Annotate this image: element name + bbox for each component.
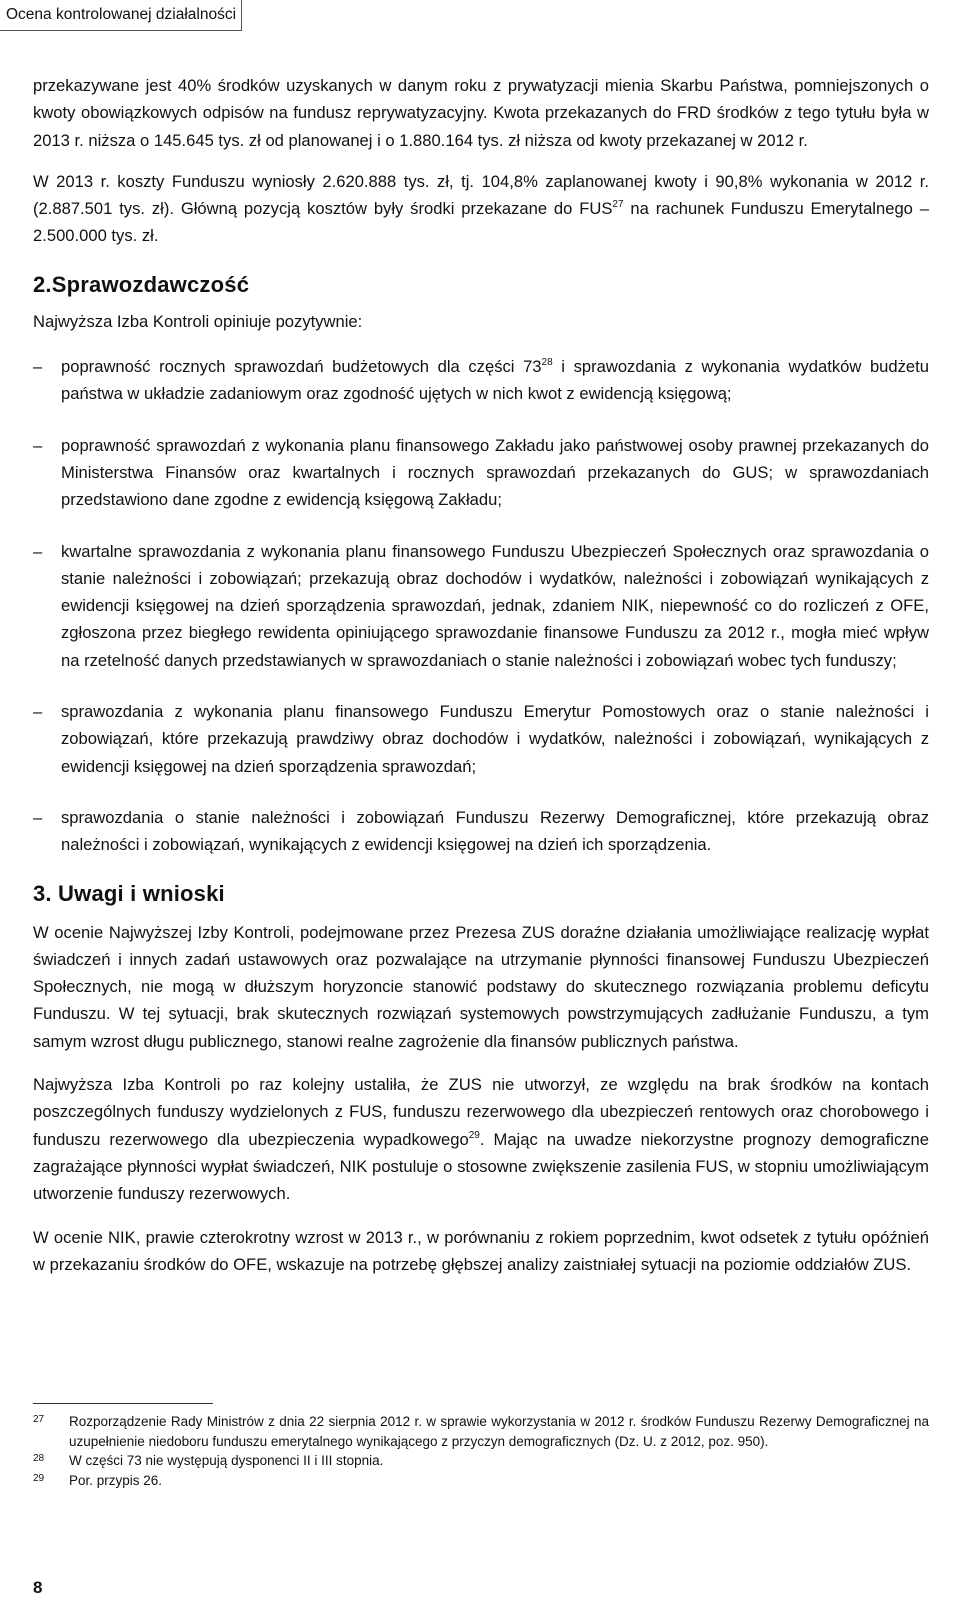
list-item <box>33 432 929 514</box>
footnote-text: Rozporządzenie Rady Ministrów z dnia 22 sierpnia 2012 r. w sprawie wykorzystania w 2012 r. środków Funduszu Rezerwy Demograficznej na uzupełnienie niedoboru funduszu emerytalnego wynikającego z przyczyn demograficznych (Dz. U. z 2012, poz. 950). <box>69 1414 929 1449</box>
footnote-number: 28 <box>33 1453 45 1464</box>
opinion-list <box>33 353 929 858</box>
list-item-text: kwartalne sprawozdania z wykonania planu finansowego Funduszu Ubezpieczeń Społecznych oraz sprawozdania o stanie należności i zobowiązań; przekazują obraz dochodów i wydatków, należności i zobowiązań wynikających z ewidencji księgowej na dzień sporządzenia sprawozdań, jednak, zdaniem NIK, niepewność co do rozliczeń z OFE, zgłoszona przez biegłego rewidenta opiniującego sprawozdanie finansowe Funduszu za 2012 r., mogła mieć wpływ na rzetelność danych przedstawianych w sprawozdaniach o stanie należności i zobowiązań wobec tych funduszy; <box>61 541 929 670</box>
section-heading-remarks: 3. Uwagi i wnioski <box>33 880 225 906</box>
paragraph-fund-costs-text: W 2013 r. koszty Funduszu wyniosły 2.620.888 tys. zł, tj. 104,8% zaplanowanej kwoty i 90,8% wykonania w 2012 r. (2.887.501 tys. zł). Główną pozycją kosztów były środki przekazane do FUS <box>33 171 929 219</box>
paragraph-fund-costs <box>33 168 929 250</box>
list-item <box>33 353 929 408</box>
running-header: Ocena kontrolowanej działalności <box>0 0 242 31</box>
page-number: 8 <box>33 1578 43 1597</box>
list-item <box>33 538 929 674</box>
footnote-item <box>33 1451 929 1471</box>
paragraph-ofe-interest: W ocenie NIK, prawie czterokrotny wzrost w 2013 r., w porównaniu z rokiem poprzednim, kwot odsetek z tytułu opóźnień w przekazaniu środków do OFE, wskazuje na potrzebę głębszej analizy zaistniałej sytuacji na poziomie oddziałów ZUS. <box>33 1227 929 1274</box>
dash-bullet: – <box>33 541 43 561</box>
list-item <box>33 698 929 780</box>
paragraph-nik-assessment: W ocenie Najwyższej Izby Kontroli, podejmowane przez Prezesa ZUS doraźne działania umożliwiające realizację wypłat świadczeń i innych zadań ustawowych oraz pozwalające na utrzymanie płynności finansowej Funduszu Ubezpieczeń Społecznych, nie mogą w dłuższym horyzoncie stanowić podstawy do skutecznego rozwiązania problemu deficytu Funduszu. W tej sytuacji, brak skutecznych rozwiązań systemowych powstrzymujących zadłużanie Funduszu, a tym samym wzrost długu publicznego, stanowi realne zagrożenie dla finansów publicznych państwa. <box>33 922 929 1051</box>
list-item <box>33 804 929 859</box>
footnote-text: Por. przypis 26. <box>69 1472 163 1488</box>
paragraph-reserve-funds-text: Najwyższa Izba Kontroli po raz kolejny ustaliła, że ZUS nie utworzył, ze względu na brak środków na kontach poszczególnych funduszy wydzielonych z FUS, funduszu rezerwowego dla ubezpieczeń rentowych oraz chorobowego i funduszu rezerwowego dla ubezpieczenia wypadkowego <box>33 1075 929 1149</box>
paragraph-reserve-funds-tail: . Mając na uwadze niekorzystne prognozy demograficzne zagrażające płynności wypłat świadczeń, NIK postuluje o stosowne zwiększenie zasilenia FUS, w stopniu umożliwiającym utworzenie funduszy rezerwowych. <box>33 1129 930 1204</box>
footnote-number: 27 <box>33 1414 45 1425</box>
footnote-number: 29 <box>33 1472 45 1484</box>
paragraph-reserve-funds <box>33 1071 929 1207</box>
dash-bullet: – <box>33 702 43 722</box>
paragraph-fund-costs-tail: na rachunek Funduszu Emerytalnego – 2.500.000 tys. zł. <box>33 199 929 246</box>
dash-bullet: – <box>33 357 43 377</box>
footnote-item <box>33 1471 929 1491</box>
footnote-ref-27: 27 <box>612 199 624 211</box>
footnote-item <box>33 1412 929 1451</box>
list-item-text: poprawność sprawozdań z wykonania planu finansowego Zakładu jako państwowej osoby prawnej przekazanych do Ministerstwa Finansów oraz kwartalnych i rocznych sprawozdań przekazanych do GUS; w sprawozdaniach przedstawiono dane zgodne z ewidencją księgową Zakładu; <box>61 435 929 510</box>
section-heading-reporting: 2.Sprawozdawczość <box>33 271 250 297</box>
dash-bullet: – <box>33 435 43 455</box>
footnote-separator <box>33 1403 213 1404</box>
list-item-text: poprawność rocznych sprawozdań budżetowych dla części 73 <box>61 357 542 377</box>
list-item-text-tail: i sprawozdania z wykonania wydatków budżetu państwa w układzie zadaniowym oraz zgodność ujętych w nich kwot z ewidencją księgową; <box>61 357 929 404</box>
paragraph-frd-transfers: przekazywane jest 40% środków uzyskanych w danym roku z prywatyzacji mienia Skarbu Państwa, pomniejszonych o kwoty obowiązkowych odpisów na fundusz reprywatyzacyjny. Kwota przekazanych do FRD środków z tego tytułu była w 2013 r. niższa o 145.645 tys. zł od planowanej i o 1.880.164 tys. zł niższa od kwoty przekazanej w 2012 r. <box>33 76 929 150</box>
dash-bullet: – <box>33 807 43 827</box>
document-body <box>33 72 929 1278</box>
footnote-ref-28: 28 <box>541 357 553 369</box>
footnote-ref-29: 29 <box>468 1129 480 1141</box>
footnotes <box>33 1412 929 1490</box>
list-item-text: sprawozdania z wykonania planu finansowego Funduszu Emerytur Pomostowych oraz o stanie należności i zobowiązań, które przekazują prawdziwy obraz dochodów i wydatków, należności i zobowiązań, wynikających z ewidencji księgowej na dzień sporządzenia sprawozdań; <box>61 702 929 776</box>
reporting-intro: Najwyższa Izba Kontroli opiniuje pozytywnie: <box>33 311 363 331</box>
footnote-text: W części 73 nie występują dysponenci II i III stopnia. <box>69 1453 384 1468</box>
list-item-text: sprawozdania o stanie należności i zobowiązań Funduszu Rezerwy Demograficznej, które przekazują obraz należności i zobowiązań, wynikających z ewidencji księgowej na dzień ich sporządzenia. <box>61 807 929 855</box>
